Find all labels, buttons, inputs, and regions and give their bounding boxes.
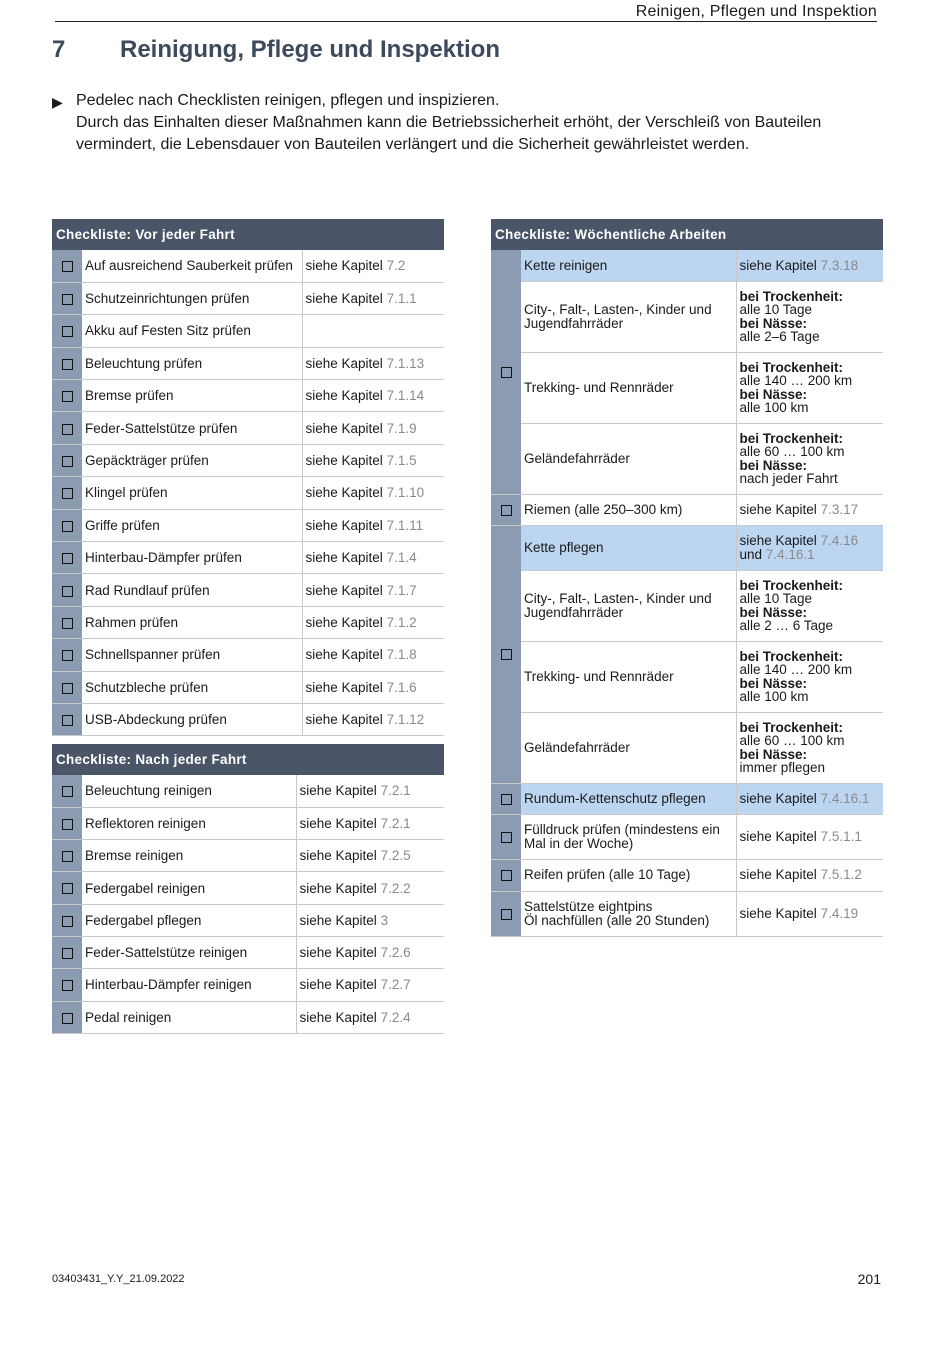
checkbox-cell[interactable] xyxy=(52,671,82,703)
ref-link[interactable]: 7.3.18 xyxy=(820,257,859,273)
checkbox-icon[interactable] xyxy=(62,786,73,797)
chapter-reference xyxy=(296,936,444,968)
instruction-arrow-icon: ▶ xyxy=(52,94,63,110)
ref-link[interactable]: 7.1.1 xyxy=(386,291,417,307)
table-row xyxy=(52,477,444,509)
table-row xyxy=(52,807,444,839)
chapter-reference xyxy=(302,542,444,574)
chapter-reference xyxy=(296,904,444,936)
checkbox-cell[interactable] xyxy=(52,282,82,314)
task-label: Rahmen prüfen xyxy=(82,606,302,638)
checklist-before-ride-title: Checkliste: Vor jeder Fahrt xyxy=(52,219,444,250)
ref-prefix: siehe Kapitel xyxy=(739,867,817,883)
checklist-weekly-table xyxy=(491,219,883,937)
checkbox-icon[interactable] xyxy=(62,883,73,894)
checkbox-cell[interactable] xyxy=(491,250,521,494)
chapter-reference xyxy=(736,814,883,859)
interval-cell xyxy=(736,641,883,712)
chapter-reference xyxy=(302,315,444,347)
dry-label: bei Trockenheit: xyxy=(739,430,844,446)
table-row xyxy=(52,703,444,735)
dry-label: bei Trockenheit: xyxy=(739,288,844,304)
task-label: Feder-Sattelstütze reinigen xyxy=(82,936,296,968)
task-label: Bremse reinigen xyxy=(82,840,296,872)
ref-prefix: siehe Kapitel xyxy=(299,1009,377,1025)
table-row xyxy=(491,891,883,936)
wet-label: bei Nässe: xyxy=(739,675,808,691)
wet-interval: alle 100 km xyxy=(739,689,809,704)
task-label: Feder-Sattelstütze prüfen xyxy=(82,412,302,444)
dry-label: bei Trockenheit: xyxy=(739,648,844,664)
ref-link[interactable]: 7.4.16.1 xyxy=(820,790,870,806)
ref-link[interactable]: 7.1.10 xyxy=(386,485,425,501)
ref-prefix: siehe Kapitel xyxy=(305,517,383,533)
checkbox-icon[interactable] xyxy=(501,870,512,881)
chapter-reference xyxy=(296,840,444,872)
task-label: Klingel prüfen xyxy=(82,477,302,509)
table-row xyxy=(52,542,444,574)
dry-interval: alle 60 … 100 km xyxy=(739,733,845,748)
ref-prefix: siehe Kapitel xyxy=(305,485,383,501)
checkbox-cell[interactable] xyxy=(52,840,82,872)
table-row xyxy=(52,775,444,807)
ref-link[interactable]: 7.1.2 xyxy=(386,614,417,630)
chapter-reference xyxy=(302,250,444,282)
checkbox-icon[interactable] xyxy=(62,261,73,272)
ref-link[interactable]: 7.5.1.2 xyxy=(820,867,862,883)
task-label: Fülldruck prüfen (mindestens ein Mal in der Woche) xyxy=(521,814,736,859)
task-label: Auf ausreichend Sauberkeit prüfen xyxy=(82,250,302,282)
checkbox-icon[interactable] xyxy=(62,618,73,629)
checkbox-icon[interactable] xyxy=(62,326,73,337)
bike-type-label: Trekking- und Rennräder xyxy=(521,641,736,712)
interval-cell xyxy=(736,423,883,494)
table-row xyxy=(52,904,444,936)
table-row xyxy=(491,641,883,712)
chapter-reference xyxy=(302,444,444,476)
intro-instruction xyxy=(52,90,852,156)
ref-prefix: siehe Kapitel xyxy=(739,501,817,517)
chapter-reference xyxy=(302,282,444,314)
intro-line-2: Durch das Einhalten dieser Maßnahmen kann die Betriebssicherheit erhöht, der Verschleiß von Bauteilen vermindert, die Lebensdauer von Bauteilen verlängert und die Sicherheit gewährleistet werden. xyxy=(76,114,822,153)
bike-type-label: City-, Falt-, Lasten-, Kinder und Jugendfahrräder xyxy=(521,281,736,352)
chapter-reference xyxy=(736,250,883,281)
chapter-reference xyxy=(302,509,444,541)
table-row xyxy=(52,347,444,379)
checkbox-icon[interactable] xyxy=(62,586,73,597)
checkbox-cell[interactable] xyxy=(52,477,82,509)
ref-link[interactable]: 3 xyxy=(380,912,389,928)
checkbox-cell[interactable] xyxy=(52,807,82,839)
task-label: Hinterbau-Dämpfer reinigen xyxy=(82,969,296,1001)
task-label: Hinterbau-Dämpfer prüfen xyxy=(82,542,302,574)
ref-prefix: siehe Kapitel xyxy=(299,912,377,928)
task-label: Federgabel reinigen xyxy=(82,872,296,904)
ref-prefix: siehe Kapitel xyxy=(739,533,817,548)
checkbox-cell[interactable] xyxy=(52,412,82,444)
table-row xyxy=(491,814,883,859)
chapter-reference xyxy=(736,859,883,891)
table-row xyxy=(52,606,444,638)
ref-prefix: siehe Kapitel xyxy=(739,905,817,921)
interval-cell xyxy=(736,281,883,352)
ref-prefix: siehe Kapitel xyxy=(305,679,383,695)
wet-interval: alle 100 km xyxy=(739,400,809,415)
checkbox-cell[interactable] xyxy=(52,315,82,347)
ref-link[interactable]: 7.1.11 xyxy=(386,517,424,533)
checkbox-icon[interactable] xyxy=(62,851,73,862)
interval-cell xyxy=(736,570,883,641)
ref-prefix: siehe Kapitel xyxy=(299,848,377,864)
table-row xyxy=(52,282,444,314)
task-label: Pedal reinigen xyxy=(82,1001,296,1033)
wet-interval: alle 2–6 Tage xyxy=(739,329,820,344)
checkbox-cell[interactable] xyxy=(52,509,82,541)
ref-link[interactable]: 7.2.1 xyxy=(380,815,411,831)
chapter-reference xyxy=(302,639,444,671)
bike-type-label: City-, Falt-, Lasten-, Kinder und Jugendfahrräder xyxy=(521,570,736,641)
task-label: Reifen prüfen (alle 10 Tage) xyxy=(521,859,736,891)
wet-interval: immer pflegen xyxy=(739,760,826,775)
checkbox-cell[interactable] xyxy=(52,574,82,606)
ref-prefix: siehe Kapitel xyxy=(305,712,383,728)
wet-label: bei Nässe: xyxy=(739,604,808,620)
task-label: Schnellspanner prüfen xyxy=(82,639,302,671)
checkbox-cell[interactable] xyxy=(52,639,82,671)
table-row xyxy=(52,840,444,872)
table-row xyxy=(491,352,883,423)
ref-link[interactable]: 7.2.6 xyxy=(380,945,411,961)
task-label: Kette reinigen xyxy=(521,250,736,281)
checkbox-icon[interactable] xyxy=(62,1013,73,1024)
ref-link[interactable]: 7.5.1.1 xyxy=(820,828,862,844)
table-row xyxy=(491,494,883,525)
checkbox-icon[interactable] xyxy=(62,650,73,661)
bike-type-label: Geländefahrräder xyxy=(521,712,736,783)
ref-link[interactable]: 7.4.16 xyxy=(820,533,859,548)
ref-link[interactable]: 7.3.17 xyxy=(820,501,859,517)
table-row xyxy=(52,412,444,444)
ref-link[interactable]: 7.1.7 xyxy=(386,582,417,598)
ref-prefix: siehe Kapitel xyxy=(739,257,817,273)
checkbox-cell[interactable] xyxy=(52,347,82,379)
ref-prefix: siehe Kapitel xyxy=(305,550,383,566)
checkbox-cell[interactable] xyxy=(491,783,521,814)
chapter-reference xyxy=(296,1001,444,1033)
ref-prefix: siehe Kapitel xyxy=(305,258,383,274)
checkbox-cell[interactable] xyxy=(52,904,82,936)
wet-interval: nach jeder Fahrt xyxy=(739,471,838,486)
table-row xyxy=(491,712,883,783)
checkbox-cell[interactable] xyxy=(52,872,82,904)
checkbox-icon[interactable] xyxy=(62,424,73,435)
ref-link[interactable]: 7.1.13 xyxy=(386,355,425,371)
ref-prefix: siehe Kapitel xyxy=(739,790,817,806)
ref-prefix: siehe Kapitel xyxy=(305,614,383,630)
chapter-reference xyxy=(302,412,444,444)
checkbox-cell[interactable] xyxy=(52,250,82,282)
task-label: Schutzbleche prüfen xyxy=(82,671,302,703)
dry-label: bei Trockenheit: xyxy=(739,359,844,375)
dry-label: bei Trockenheit: xyxy=(739,577,844,593)
checkbox-icon[interactable] xyxy=(62,294,73,305)
checkbox-cell[interactable] xyxy=(491,814,521,859)
chapter-reference xyxy=(736,783,883,814)
task-line-1: Sattelstütze eightpins xyxy=(524,899,653,914)
chapter-reference xyxy=(296,775,444,807)
ref-link[interactable]: 7.1.8 xyxy=(386,647,417,663)
task-label: Bremse prüfen xyxy=(82,380,302,412)
ref-prefix: siehe Kapitel xyxy=(739,828,817,844)
checkbox-cell[interactable] xyxy=(491,891,521,936)
checkbox-icon[interactable] xyxy=(62,359,73,370)
checkbox-cell[interactable] xyxy=(52,1001,82,1033)
table-row xyxy=(491,423,883,494)
dry-interval: alle 10 Tage xyxy=(739,591,813,606)
checkbox-cell[interactable] xyxy=(52,542,82,574)
table-row xyxy=(491,281,883,352)
wet-label: bei Nässe: xyxy=(739,746,808,762)
wet-interval: alle 2 … 6 Tage xyxy=(739,618,834,633)
dry-interval: alle 10 Tage xyxy=(739,302,813,317)
dry-interval: alle 140 … 200 km xyxy=(739,662,853,677)
checkbox-cell[interactable] xyxy=(52,444,82,476)
chapter-reference xyxy=(302,671,444,703)
wet-label: bei Nässe: xyxy=(739,386,808,402)
table-row xyxy=(491,570,883,641)
wet-label: bei Nässe: xyxy=(739,457,808,473)
bike-type-label: Trekking- und Rennräder xyxy=(521,352,736,423)
checkbox-icon[interactable] xyxy=(62,553,73,564)
chapter-reference xyxy=(296,872,444,904)
ref-prefix: siehe Kapitel xyxy=(305,291,383,307)
checkbox-icon[interactable] xyxy=(62,715,73,726)
checkbox-icon[interactable] xyxy=(501,367,512,378)
header-divider xyxy=(55,21,877,22)
checkbox-cell[interactable] xyxy=(52,775,82,807)
checkbox-icon[interactable] xyxy=(501,505,512,516)
checkbox-icon[interactable] xyxy=(62,948,73,959)
ref-link[interactable]: 7.2.4 xyxy=(380,1009,411,1025)
table-row xyxy=(52,872,444,904)
ref-link[interactable]: 7.2.5 xyxy=(380,848,411,864)
checkbox-cell[interactable] xyxy=(52,380,82,412)
checklist-after-ride-table xyxy=(52,744,444,1034)
ref-link[interactable]: 7.1.6 xyxy=(386,679,417,695)
task-label: Riemen (alle 250–300 km) xyxy=(521,494,736,525)
chapter-reference xyxy=(302,380,444,412)
chapter-reference xyxy=(302,606,444,638)
ref-prefix: siehe Kapitel xyxy=(305,582,383,598)
checklist-after-ride-title: Checkliste: Nach jeder Fahrt xyxy=(52,744,444,775)
document-code: 03403431_Y.Y_21.09.2022 xyxy=(52,1273,185,1285)
checkbox-icon[interactable] xyxy=(501,909,512,920)
checkbox-icon[interactable] xyxy=(62,488,73,499)
checkbox-icon[interactable] xyxy=(62,683,73,694)
ref-prefix: siehe Kapitel xyxy=(305,420,383,436)
checkbox-cell[interactable] xyxy=(52,606,82,638)
interval-cell xyxy=(736,352,883,423)
ref-link[interactable]: 7.1.9 xyxy=(386,420,417,436)
task-label: Beleuchtung reinigen xyxy=(82,775,296,807)
table-row xyxy=(52,936,444,968)
table-row xyxy=(52,639,444,671)
ref-prefix: siehe Kapitel xyxy=(299,945,377,961)
checkbox-icon[interactable] xyxy=(62,916,73,927)
checkbox-icon[interactable] xyxy=(501,649,512,660)
table-row xyxy=(52,509,444,541)
ref-link[interactable]: 7.1.5 xyxy=(386,453,417,469)
task-label: USB-Abdeckung prüfen xyxy=(82,703,302,735)
checkbox-icon[interactable] xyxy=(501,832,512,843)
running-header-section-title: Reinigen, Pflegen und Inspektion xyxy=(635,3,877,20)
chapter-reference xyxy=(302,703,444,735)
checkbox-cell[interactable] xyxy=(52,703,82,735)
ref-link[interactable]: 7.2.7 xyxy=(380,977,411,993)
checkbox-icon[interactable] xyxy=(501,794,512,805)
dry-interval: alle 140 … 200 km xyxy=(739,373,853,388)
table-row xyxy=(52,574,444,606)
table-row xyxy=(52,969,444,1001)
interval-cell xyxy=(736,712,883,783)
table-row xyxy=(491,859,883,891)
task-label: Rundum-Kettenschutz pflegen xyxy=(521,783,736,814)
chapter-reference xyxy=(302,574,444,606)
bike-type-label: Geländefahrräder xyxy=(521,423,736,494)
chapter-reference xyxy=(302,347,444,379)
table-row xyxy=(491,783,883,814)
ref-link[interactable]: 7.4.19 xyxy=(820,905,859,921)
checkbox-cell[interactable] xyxy=(491,494,521,525)
task-line-2: Öl nachfüllen (alle 20 Stunden) xyxy=(524,912,710,928)
checklist-before-ride-table xyxy=(52,219,444,736)
ref-link[interactable]: 7.4.16.1 xyxy=(765,546,815,562)
table-row xyxy=(52,380,444,412)
checkbox-cell[interactable] xyxy=(491,859,521,891)
ref-link[interactable]: 7.2.1 xyxy=(380,783,411,799)
task-label: Beleuchtung prüfen xyxy=(82,347,302,379)
task-label: Gepäckträger prüfen xyxy=(82,444,302,476)
ref-prefix: siehe Kapitel xyxy=(305,453,383,469)
checkbox-cell[interactable] xyxy=(52,969,82,1001)
ref-link[interactable]: 7.1.12 xyxy=(386,712,425,728)
table-row xyxy=(52,250,444,282)
chapter-reference xyxy=(302,477,444,509)
checkbox-icon[interactable] xyxy=(62,980,73,991)
checkbox-icon[interactable] xyxy=(62,456,73,467)
chapter-reference xyxy=(736,891,883,936)
ref-and: und xyxy=(739,546,763,562)
checklist-weekly-title: Checkliste: Wöchentliche Arbeiten xyxy=(491,219,883,250)
page-number: 201 xyxy=(857,1271,881,1287)
wet-label: bei Nässe: xyxy=(739,315,808,331)
table-row xyxy=(52,1001,444,1033)
ref-prefix: siehe Kapitel xyxy=(305,388,383,404)
ref-prefix: siehe Kapitel xyxy=(305,647,383,663)
task-label: Rad Rundlauf prüfen xyxy=(82,574,302,606)
task-label: Reflektoren reinigen xyxy=(82,807,296,839)
task-label xyxy=(521,891,736,936)
chapter-heading xyxy=(52,36,500,64)
table-row xyxy=(52,315,444,347)
ref-prefix: siehe Kapitel xyxy=(299,815,377,831)
checkbox-icon[interactable] xyxy=(62,819,73,830)
ref-prefix: siehe Kapitel xyxy=(299,977,377,993)
checkbox-icon[interactable] xyxy=(62,521,73,532)
ref-prefix: siehe Kapitel xyxy=(305,355,383,371)
table-row xyxy=(491,250,883,281)
table-row xyxy=(491,525,883,570)
task-label: Akku auf Festen Sitz prüfen xyxy=(82,315,302,347)
task-label: Kette pflegen xyxy=(521,525,736,570)
dry-interval: alle 60 … 100 km xyxy=(739,444,845,459)
chapter-reference xyxy=(736,494,883,525)
chapter-reference xyxy=(296,807,444,839)
checkbox-cell[interactable] xyxy=(491,525,521,783)
task-label: Schutzeinrichtungen prüfen xyxy=(82,282,302,314)
checkbox-cell[interactable] xyxy=(52,936,82,968)
checkbox-icon[interactable] xyxy=(62,391,73,402)
table-row xyxy=(52,671,444,703)
ref-link[interactable]: 7.2 xyxy=(386,258,406,274)
ref-link[interactable]: 7.1.4 xyxy=(386,550,417,566)
chapter-reference xyxy=(296,969,444,1001)
table-row xyxy=(52,444,444,476)
ref-link[interactable]: 7.1.14 xyxy=(386,388,425,404)
intro-line-1: Pedelec nach Checklisten reinigen, pflegen und inspizieren. xyxy=(76,92,500,109)
task-label: Federgabel pflegen xyxy=(82,904,296,936)
ref-link[interactable]: 7.2.2 xyxy=(380,880,411,896)
ref-prefix: siehe Kapitel xyxy=(299,880,377,896)
chapter-title: Reinigung, Pflege und Inspektion xyxy=(120,36,501,63)
chapter-reference xyxy=(736,525,883,570)
task-label: Griffe prüfen xyxy=(82,509,302,541)
dry-label: bei Trockenheit: xyxy=(739,719,844,735)
chapter-number: 7 xyxy=(52,36,66,63)
ref-prefix: siehe Kapitel xyxy=(299,783,377,799)
